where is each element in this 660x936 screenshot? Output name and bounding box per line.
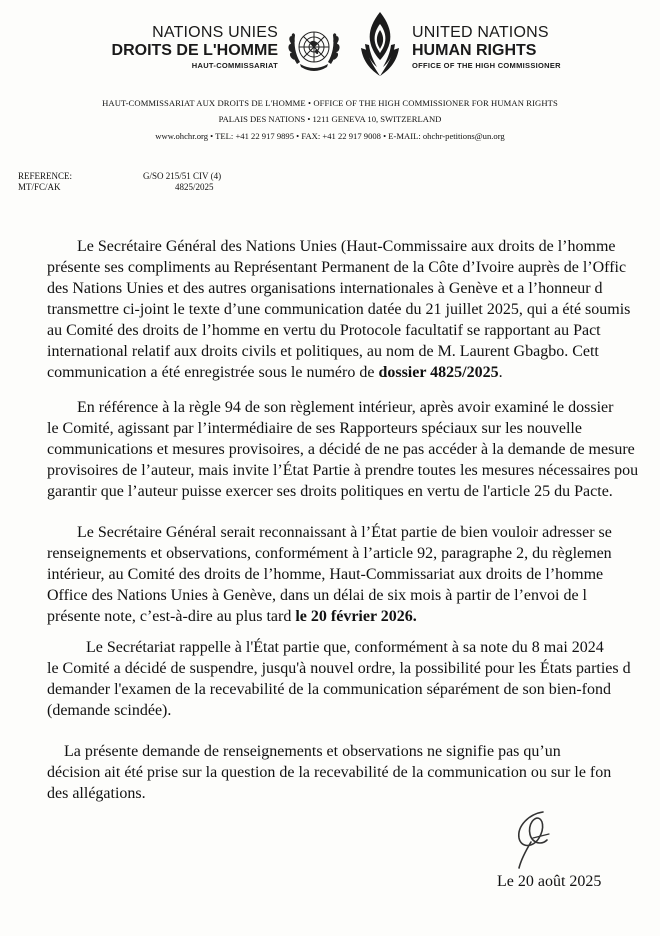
p1-line-3: des Nations Unies et des autres organisations internationales à Genève et a l’honneur d bbox=[47, 280, 603, 297]
p5-line-2: décision ait été prise sur la question de la recevabilité de la communication ou sur le fon bbox=[47, 764, 612, 781]
header-left-line2: DROITS DE L'HOMME bbox=[111, 42, 278, 59]
header-right-line2: HUMAN RIGHTS bbox=[412, 42, 537, 59]
un-emblem-icon bbox=[283, 20, 345, 78]
p3-line-5 bbox=[47, 607, 417, 628]
reference-code: G/SO 215/51 CIV (4) bbox=[143, 171, 222, 181]
address-line-1: HAUT-COMMISSARIAT AUX DROITS DE L'HOMME • OFFICE OF THE HIGH COMMISSIONER FOR HUMAN RIGHTS bbox=[102, 98, 558, 108]
human-rights-flame-icon bbox=[355, 10, 405, 80]
header-left-line1: NATIONS UNIES bbox=[152, 24, 278, 41]
header-right-logo-text bbox=[412, 24, 612, 71]
letter-date: Le 20 août 2025 bbox=[497, 873, 602, 890]
p1-line-5: au Comité des droits de l’homme en vertu du Protocole facultatif se rapportant au Pact bbox=[47, 322, 601, 339]
p2-line-5: garantir que l’auteur puisse exercer ses droits politiques en vertu de l'article 25 du Pacte. bbox=[47, 483, 613, 500]
p3-line-2: renseignements et observations, conformément à l’article 92, paragraphe 2, du règlemen bbox=[47, 545, 612, 562]
header-left-line3: HAUT-COMMISSARIAT bbox=[191, 61, 278, 70]
p2-line-4: provisoires de l’auteur, mais invite l’État Partie à prendre toutes les mesures nécessaires pou bbox=[47, 462, 639, 479]
p1-line-4: transmettre ci-joint le texte d’une communication datée du 21 juillet 2025, qui a été soumis bbox=[47, 301, 631, 318]
p2-line-1: En référence à la règle 94 de son règlement intérieur, après avoir examiné le dossier bbox=[77, 399, 614, 416]
address-line-3: www.ohchr.org • TEL: +41 22 917 9895 • FAX: +41 22 917 9008 • E-MAIL: ohchr-petitions@un.org bbox=[155, 131, 505, 141]
dossier-number: dossier 4825/2025 bbox=[378, 364, 499, 381]
p2-line-3: communications et mesures provisoires, a décidé de ne pas accéder à la demande de mesure bbox=[47, 441, 635, 458]
reference-file-number: 4825/2025 bbox=[175, 182, 214, 192]
header-right-line1: UNITED NATIONS bbox=[412, 24, 549, 41]
address-line-2: PALAIS DES NATIONS • 1211 GENEVA 10, SWITZERLAND bbox=[218, 114, 442, 124]
p1-line-7 bbox=[47, 363, 503, 384]
p1-line-2: présente ses compliments au Représentant Permanent de la Côte d’Ivoire auprès de l’Offic bbox=[47, 259, 627, 276]
p5-line-1: La présente demande de renseignements et observations ne signifie pas qu’un bbox=[64, 743, 561, 760]
p4-line-1: Le Secrétariat rappelle à l'État partie que, conformément à sa note du 8 mai 2024 bbox=[86, 639, 604, 656]
p4-line-3: demander l'examen de la recevabilité de la communication séparément de son bien-fond bbox=[47, 681, 611, 698]
p1-line-7-text: communication a été enregistrée sous le numéro de bbox=[47, 364, 379, 381]
p2-line-2: le Comité, agissant par l’intermédiaire de ses Rapporteurs spéciaux sur les nouvelle bbox=[47, 420, 582, 437]
signature-icon bbox=[503, 808, 563, 872]
p5-line-3: des allégations. bbox=[47, 785, 146, 802]
header-left-logo-text bbox=[110, 24, 278, 71]
header-right-line3: OFFICE OF THE HIGH COMMISSIONER bbox=[412, 61, 561, 70]
p1-line-7-end: . bbox=[498, 364, 503, 381]
p4-line-4: (demande scindée). bbox=[47, 702, 172, 719]
p3-line-5-text: présente note, c’est-à-dire au plus tard bbox=[47, 608, 296, 625]
p1-line-6: international relatif aux droits civils et politiques, au nom de M. Laurent Gbagbo. Cett bbox=[47, 343, 599, 360]
deadline-date: le 20 février 2026. bbox=[295, 608, 417, 625]
p1-line-1: Le Secrétaire Général des Nations Unies (Haut-Commissaire aux droits de l’homme bbox=[77, 238, 616, 255]
p3-line-1: Le Secrétaire Général serait reconnaissant à l’État partie de bien vouloir adresser se bbox=[77, 524, 612, 541]
reference-label: REFERENCE: bbox=[18, 171, 73, 181]
p3-line-3: intérieur, au Comité des droits de l’homme, Haut-Commissariat aux droits de l’homme bbox=[47, 566, 604, 583]
p4-line-2: le Comité a décidé de suspendre, jusqu'à nouvel ordre, la possibilité pour les États parties d bbox=[47, 660, 631, 677]
reference-initials: MT/FC/AK bbox=[18, 182, 61, 192]
p3-line-4: Office des Nations Unies à Genève, dans un délai de six mois à partir de l’envoi de l bbox=[47, 587, 587, 604]
